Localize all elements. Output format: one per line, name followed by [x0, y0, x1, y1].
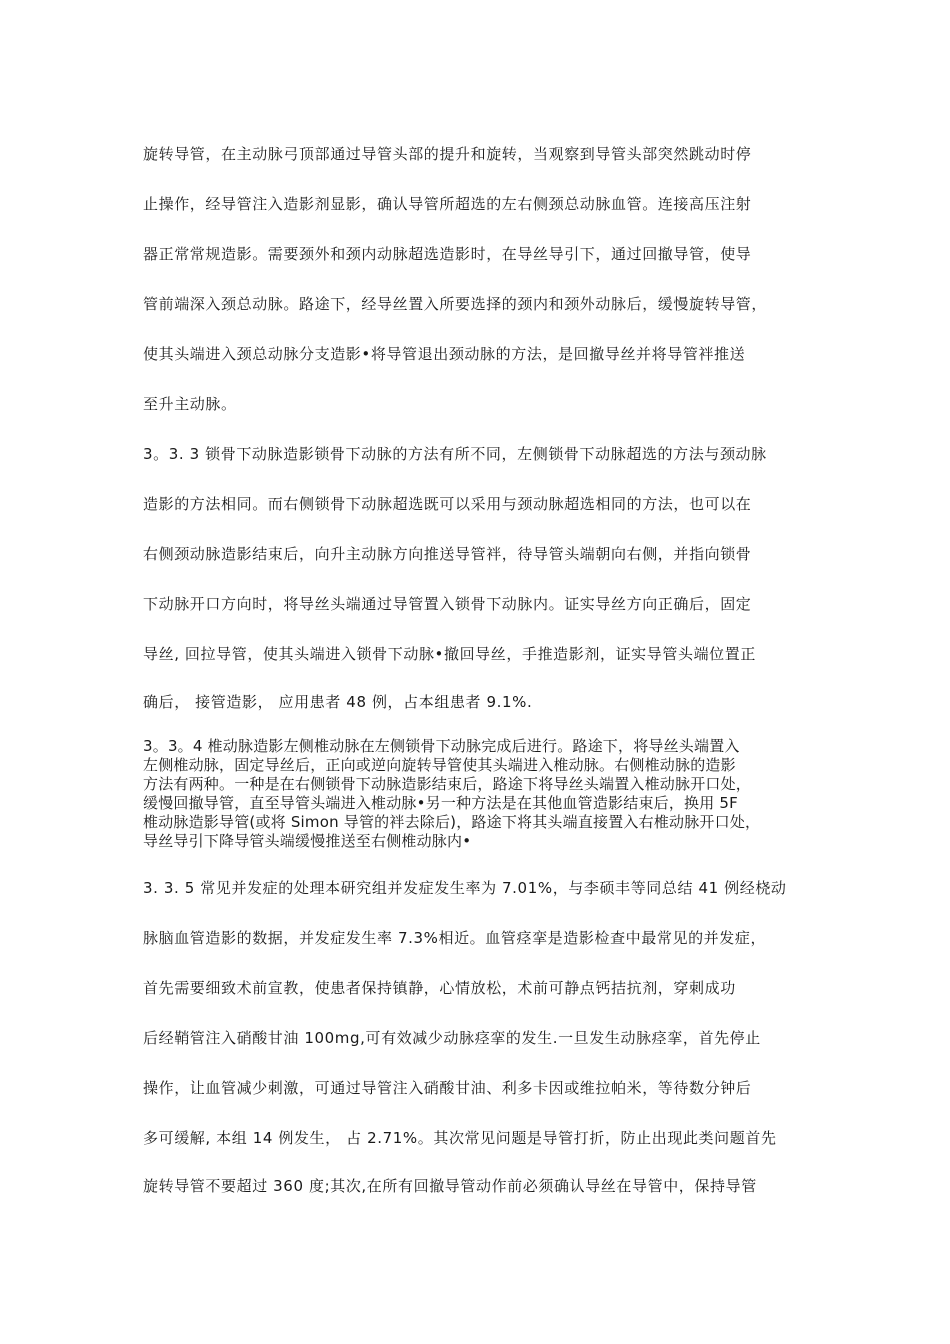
text-line: 至升主动脉。: [143, 395, 237, 413]
text-line: 确后， 接管造影， 应用患者 48 例，占本组患者 9.1%.: [143, 693, 533, 711]
text-line: 管前端深入颈总动脉。路途下，经导丝置入所要选择的颈内和颈外动脉后，缓慢旋转导管，: [143, 295, 768, 313]
text-line: 多可缓解, 本组 14 例发生， 占 2.71%。其次常见问题是导管打折，防止出现此类问题首先: [143, 1129, 777, 1147]
text-line: 右侧颈动脉造影结束后，向升主动脉方向推送导管袢，待导管头端朝向右侧，并指向锁骨: [143, 545, 752, 563]
text-line: 脉脑血管造影的数据，并发症发生率 7.3%相近。血管痉挛是造影检查中最常见的并发症，: [143, 929, 767, 947]
text-line: 椎动脉造影导管(或将 Simon 导管的袢去除后)，路途下将其头端直接置入右椎动脉开口处，: [143, 813, 761, 831]
text-line: 器正常常规造影。需要颈外和颈内动脉超选造影时，在导丝导引下，通过回撤导管，使导: [143, 245, 752, 263]
text-line: 导丝导引下降导管头端缓慢推送至右侧椎动脉内•: [143, 832, 472, 850]
text-line: 止操作，经导管注入造影剂显影，确认导管所超选的左右侧颈总动脉血管。连接高压注射: [143, 195, 752, 213]
text-line: 下动脉开口方向时，将导丝头端通过导管置入锁骨下动脉内。证实导丝方向正确后，固定: [143, 595, 752, 613]
text-line: 缓慢回撤导管，直至导管头端进入椎动脉•另一种方法是在其他血管造影结束后，换用 5F: [143, 794, 738, 812]
section-heading-line: 3。3。4 椎动脉造影左侧椎动脉在左侧锁骨下动脉完成后进行。路途下，将导丝头端置入: [143, 737, 740, 755]
text-line: 首先需要细致术前宣教，使患者保持镇静，心情放松，术前可静点钙拮抗剂，穿刺成功: [143, 979, 736, 997]
text-line: 旋转导管不要超过 360 度;其次,在所有回撤导管动作前必须确认导丝在导管中，保持导管: [143, 1177, 757, 1195]
text-line: 造影的方法相同。而右侧锁骨下动脉超选既可以采用与颈动脉超选相同的方法，也可以在: [143, 495, 752, 513]
section-heading-line: 3。3. 3 锁骨下动脉造影锁骨下动脉的方法有所不同，左侧锁骨下动脉超选的方法与颈动脉: [143, 445, 767, 463]
text-line: 左侧椎动脉，固定导丝后，正向或逆向旋转导管使其头端进入椎动脉。右侧椎动脉的造影: [143, 756, 736, 774]
text-line: 后经鞘管注入硝酸甘油 100mg,可有效减少动脉痉挛的发生.一旦发生动脉痉挛，首先停止: [143, 1029, 761, 1047]
text-line: 旋转导管，在主动脉弓顶部通过导管头部的提升和旋转，当观察到导管头部突然跳动时停: [143, 145, 752, 163]
text-line: 使其头端进入颈总动脉分支造影•将导管退出颈动脉的方法，是回撤导丝并将导管袢推送: [143, 345, 746, 363]
section-heading-line: 3. 3. 5 常见并发症的处理本研究组并发症发生率为 7.01%，与李硕丰等同总结 41 例经桡动: [143, 879, 787, 897]
text-line: 操作，让血管减少刺激，可通过导管注入硝酸甘油、利多卡因或维拉帕米，等待数分钟后: [143, 1079, 752, 1097]
text-line: 导丝, 回拉导管，使其头端进入锁骨下动脉•撤回导丝，手推造影剂，证实导管头端位置正: [143, 645, 756, 663]
text-line: 方法有两种。一种是在右侧锁骨下动脉造影结束后，路途下将导丝头端置入椎动脉开口处，: [143, 775, 752, 793]
